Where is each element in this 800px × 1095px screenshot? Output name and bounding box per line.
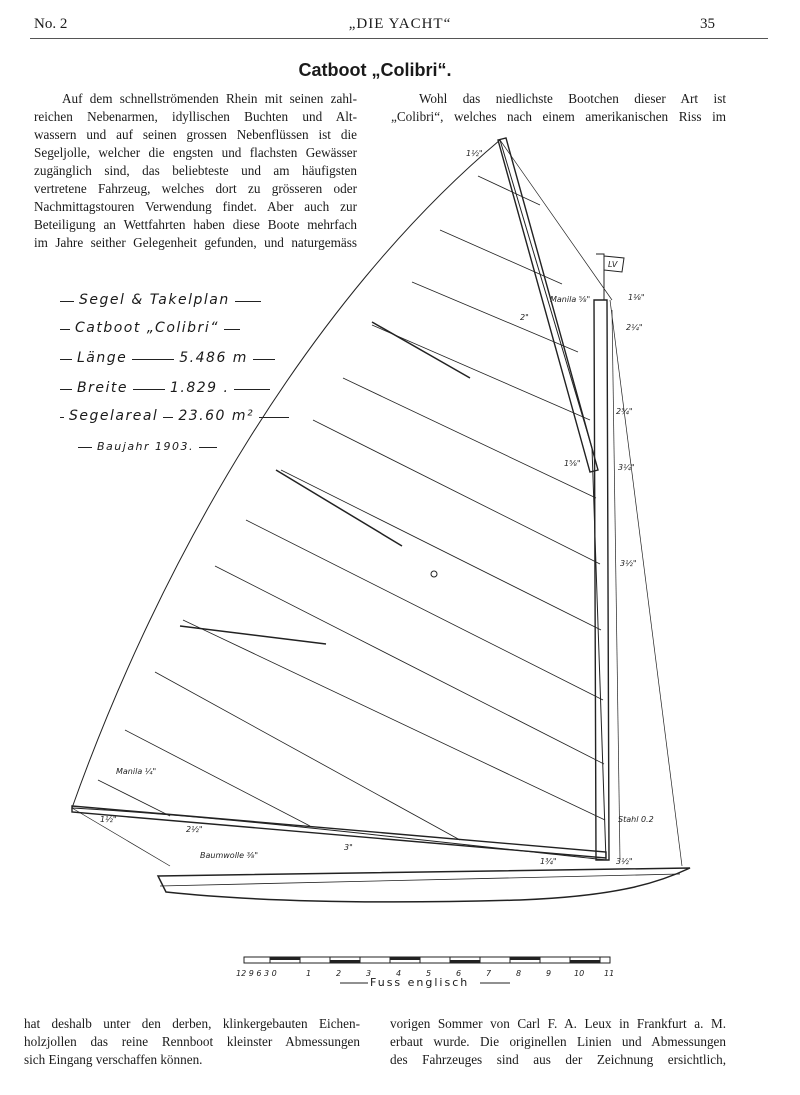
note-gaff-2: 2" — [520, 313, 529, 322]
scale-tick: 6 — [456, 969, 462, 978]
legend-length-value: 5.486 m — [179, 350, 248, 366]
note-mast-2-3-4: 2¾" — [616, 407, 633, 416]
sail-outline — [72, 140, 606, 860]
gaff — [498, 138, 598, 472]
scale-tick: 4 — [396, 969, 402, 978]
note-mast-3-1-2: 3½" — [620, 559, 637, 568]
text-line: vorigen Sommer von Carl F. A. Leux in Frankfurt a. M. — [390, 1016, 726, 1031]
forestay — [610, 300, 682, 866]
note-mast-base: 3½" — [616, 857, 633, 866]
bottom-left-column — [24, 1015, 360, 1069]
scale-bar-fill — [450, 960, 480, 963]
scale-label: Fuss englisch — [370, 976, 470, 989]
battens — [180, 322, 470, 644]
throat-line — [612, 310, 620, 860]
sail-cloth-lines — [98, 176, 605, 840]
note-mast-3-1-4: 3¼" — [618, 463, 635, 472]
scale-tick: 7 — [486, 969, 492, 978]
legend-beam-label: Breite — [77, 380, 128, 396]
legend-boat: Catboot „Colibri“ — [75, 320, 219, 336]
scale-tick: 8 — [516, 969, 522, 978]
article-title: Catboot „Colibri“. — [298, 60, 452, 80]
text-line: Wohl das niedlichste Bootchen dieser Art ist — [419, 91, 726, 106]
legend-area-label: Segelareal — [69, 408, 159, 424]
text-line: des Fahrzeuges sind aus der Zeichnung ersichtlich, — [390, 1052, 726, 1067]
scale-tick: 5 — [426, 969, 432, 978]
text-line: erbaut wurde. Die originellen Linien und Abmessungen — [390, 1034, 726, 1049]
scale-tick: 2 — [336, 969, 342, 978]
text-line: sich Eingang verschaffen können. — [24, 1052, 203, 1067]
text-line: reichen Nebenarmen, idyllischen Buchten und Alt- — [34, 109, 357, 124]
scale-tick: 10 — [574, 969, 585, 978]
legend-beam-value: 1.829 . — [169, 380, 230, 396]
note-baumwolle: Baumwolle ⅜" — [200, 851, 259, 860]
waterline — [160, 874, 680, 886]
note-boom-2-1-2: 2½" — [186, 825, 203, 834]
text-line: „Colibri“, welches nach einem amerikanischen Riss im — [391, 109, 726, 124]
text-line: Beteiligung an Wettfahrten haben diese Boote mehrfach — [34, 217, 357, 232]
note-boom-1-1-2: 1½" — [100, 815, 117, 824]
page-number: 35 — [700, 16, 715, 32]
peak-halyard — [500, 140, 612, 300]
journal-title: „DIE YACHT“ — [348, 16, 452, 32]
scale-divisions — [270, 957, 600, 963]
note-manila-sheet: Manila ¼" — [116, 767, 157, 776]
scale-tick: 11 — [604, 969, 615, 978]
text-line: hat deshalb unter den derben, klinkergebauten Eichen- — [24, 1016, 360, 1031]
scale-bar-fill — [570, 960, 600, 963]
legend-title: Segel & Takelplan — [79, 292, 230, 308]
note-mast-head: 1⅛" — [628, 293, 645, 302]
note-flag: LV — [608, 260, 618, 269]
note-boom-3: 3" — [344, 843, 353, 852]
note-mast-2-1-4: 2¼" — [626, 323, 643, 332]
text-line: im Jahre seither Gelegenheit gefunden, und naturgemäss — [34, 235, 357, 250]
text-line: wassern und auf seinen grossen Nebenflüssen ist die — [34, 127, 357, 142]
text-line: holzjollen das reine Rennboot kleinster Abmessungen — [24, 1034, 360, 1049]
note-mast-foot: 1¾" — [540, 857, 557, 866]
note-gaff-peak: 1½" — [466, 149, 483, 158]
scale-tick: 1 — [306, 969, 312, 978]
note-manila-halyard: Manila ⅝" — [550, 295, 591, 304]
center-of-effort — [431, 571, 437, 577]
legend-area-value: 23.60 m² — [178, 408, 255, 424]
text-line: vertretene Fahrzeug, welches dort zu grösseren oder — [34, 181, 357, 196]
scale-bar-fill — [270, 957, 300, 960]
note-stahl: Stahl 0.2 — [618, 815, 654, 824]
scale-bar-fill — [330, 960, 360, 963]
text-line: Segeljolle, welcher die engsten und flachsten Gewässer — [34, 145, 357, 160]
text-line: zugänglich sind, das beliebteste und am häufigsten — [34, 163, 357, 178]
note-gaff-1-5-8: 1⅝" — [564, 459, 581, 468]
scale-bar-fill — [390, 957, 420, 960]
legend-year: Baujahr 1903. — [97, 440, 195, 453]
scale-tick: 12 9 6 3 0 — [236, 969, 277, 978]
scale-tick: 9 — [546, 969, 552, 978]
hull — [158, 868, 690, 902]
issue-number: No. 2 — [34, 16, 68, 32]
scale-tick: 3 — [366, 969, 372, 978]
scale-bar-fill — [510, 957, 540, 960]
text-line: Auf dem schnellströmenden Rhein mit seinen zahl- — [62, 91, 357, 106]
bottom-right-column — [390, 1015, 726, 1069]
text-line: Nachmittagstouren Verwendung findet. Aber auch zur — [34, 199, 357, 214]
legend-length-label: Länge — [77, 350, 128, 366]
